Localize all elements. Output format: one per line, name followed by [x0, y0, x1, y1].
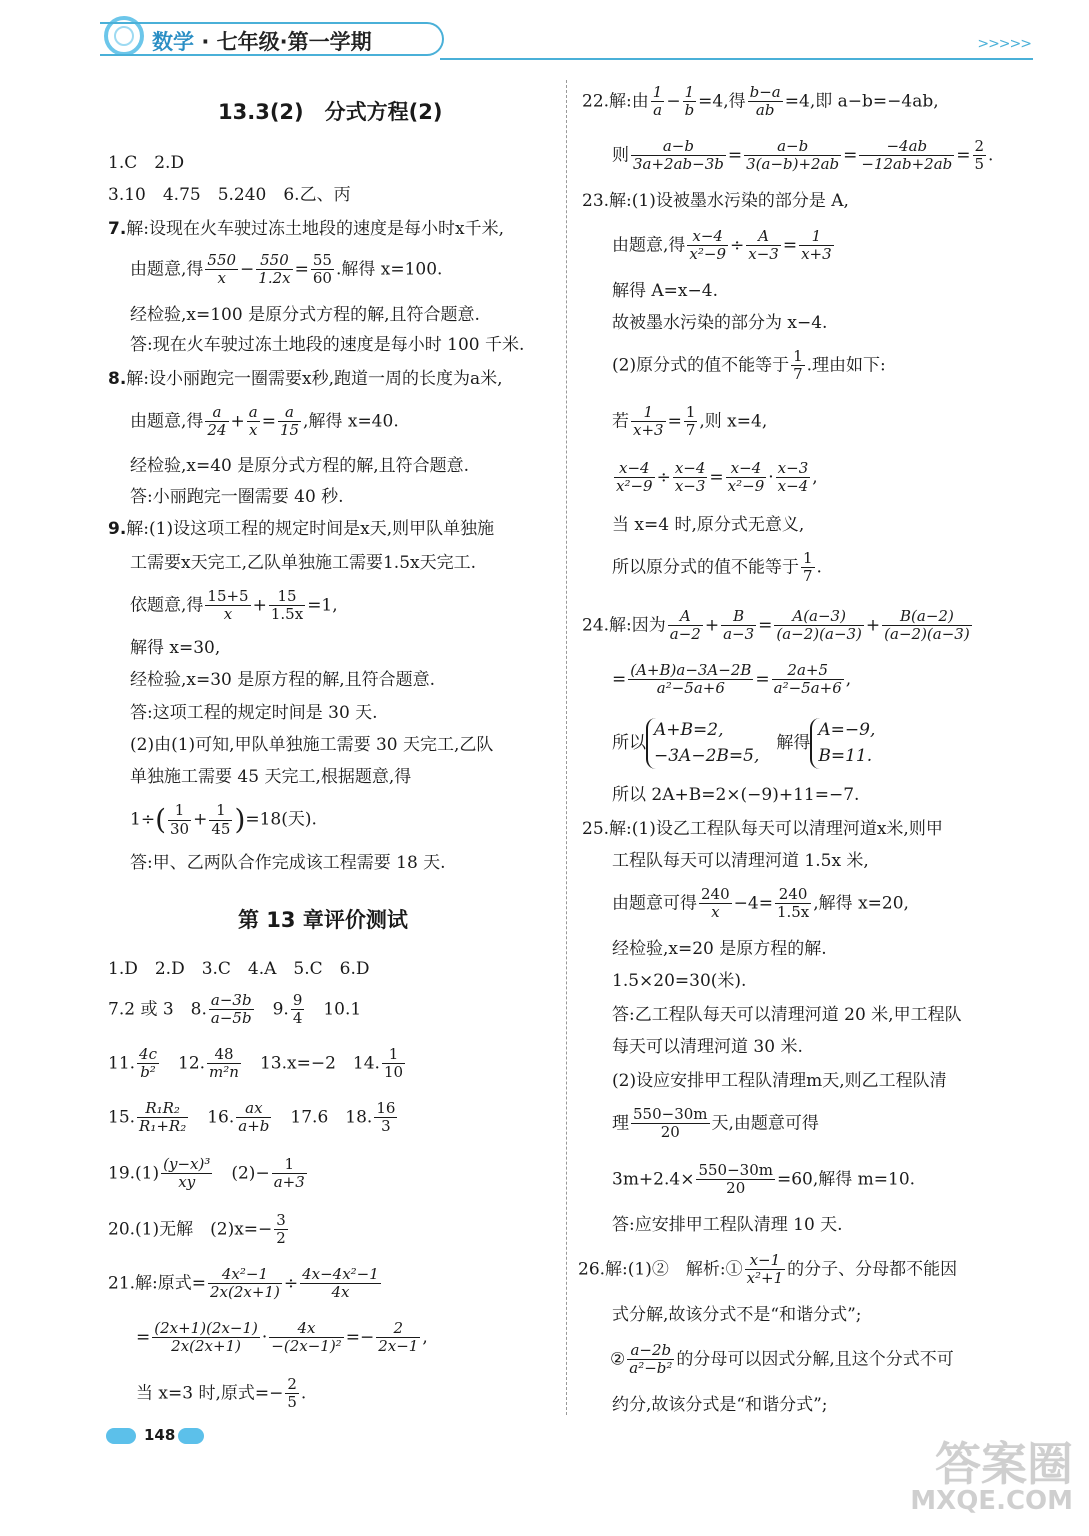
answer-line: 20.(1)无解 (2)x=− $\frac{3}{2}$	[108, 1211, 286, 1248]
q8-line: 答:小丽跑完一圈需要 40 秒.	[130, 487, 344, 507]
q25-line: 1.5×20=30(米).	[612, 971, 747, 991]
answer-line: 3.10 4.75 5.240 6.乙、丙	[108, 185, 351, 205]
q22-line: 则 $\frac{a-b}{3a+2ab-3b}$ = $\frac{a-b}{3(a-b)+2ab}$ = $\frac{-4ab}{-12ab+2ab}$ = $\frac{2}{5}$ .	[612, 137, 994, 174]
q9-equation: 1÷( $\frac{1}{30}$ + $\frac{1}{45}$ )=18(天).	[130, 801, 317, 838]
fraction: $\frac{1}{30}$	[170, 801, 190, 838]
q9-line: 答:这项工程的规定时间是 30 天.	[130, 703, 378, 723]
q25-line: 经检验,x=20 是原方程的解.	[612, 939, 827, 959]
fraction: $\frac{15}{1.5x}$	[270, 587, 304, 624]
answer-line: 19.(1) $\frac{\text{(y−x)³}}{xy}$ (2)− $\frac{1}{a+3}$	[108, 1155, 305, 1192]
text: 由题意,得	[130, 259, 204, 280]
q23-line: 若 $\frac{1}{x+3}$ = $\frac{1}{7}$ ,则 x=4,	[612, 403, 768, 440]
q25-line: 答:乙工程队每天可以清理河道 20 米,甲工程队	[612, 1005, 962, 1025]
q25-line: 工程队每天可以清理河道 1.5x 米,	[612, 851, 869, 871]
q9-line: 9.解:(1)设这项工程的规定时间是x天,则甲队单独施	[108, 519, 495, 539]
section-title-chapter-13: 第 13 章评价测试	[238, 908, 408, 932]
q24-line: 24.解:因为 $\frac{A}{a-2}$ + $\frac{B}{a-3}$ = $\frac{A(a-3)}{(a-2)(a-3)}$ + $\frac{B(a-2)}{(a-2)(a-3)}$	[582, 607, 970, 644]
q-number: 8.	[108, 369, 127, 389]
q21-line: 当 x=3 时,原式=− $\frac{2}{5}$ .	[136, 1375, 307, 1412]
q24-line: 所以 2A+B=2×(−9)+11=−7.	[612, 785, 860, 805]
q21-line: = $\frac{(2x+1)(2x-1)}{2x(2x+1)}$ · $\frac{4x}{\text{−(2x−1)²}}$ =− $\frac{2}{2x-1}$ ,	[136, 1319, 428, 1356]
q23-line: (2)原分式的值不能等于 $\frac{1}{7}$ .理由如下:	[612, 347, 886, 384]
q25-line: 每天可以清理河道 30 米.	[612, 1037, 803, 1057]
q23-line: 由题意,得 $\frac{x-4}{\text{x²−9}}$ ÷ $\frac{A}{x-3}$ = $\frac{1}{x+3}$	[612, 227, 832, 264]
fraction: $\frac{a}{24}$	[207, 403, 227, 440]
q9-line: (2)由(1)可知,甲队单独施工需要 30 天完工,乙队	[130, 735, 494, 755]
section-title-13-3-2: 13.3(2) 分式方程(2)	[218, 100, 443, 124]
page-number-dot-left	[106, 1428, 136, 1444]
q23-line: 解得 A=x−4.	[612, 281, 718, 301]
q23-line: 故被墨水污染的部分为 x−4.	[612, 313, 828, 333]
q8-equation: 由题意,得 $\frac{a}{24}$ + $\frac{a}{x}$ = $\frac{a}{15}$ ,解得 x=40.	[130, 403, 399, 440]
fraction: $\frac{1}{45}$	[211, 801, 231, 838]
text: 解:设现在火车驶过冻土地段的速度是每小时x千米,	[126, 219, 505, 239]
header-grade: 七年级·第一学期	[216, 30, 372, 54]
fraction: $\frac{a}{x}$	[248, 403, 258, 440]
q7-line	[108, 218, 504, 240]
answer-line: 7.2 或 3 8. $\frac{a-3b}{a-5b}$ 9. $\frac{9}{4}$ 10.1	[108, 991, 362, 1028]
page-number-dot-right	[178, 1428, 204, 1444]
q24-line: = $\frac{(A+B)a-3A-2B}{\text{a²−5a+6}}$ = $\frac{2a+5}{\text{a²−5a+6}}$ ,	[612, 661, 852, 698]
q25-line: 25.解:(1)设乙工程队每天可以清理河道x米,则甲	[582, 819, 943, 839]
page-number: 148	[144, 1426, 176, 1444]
q26-line: 26.解:(1)② 解析:① $\frac{x-1}{\text{x²+1}}$ 的分子、分母都不能因	[578, 1251, 958, 1288]
fraction: $\frac{550}{x}$	[207, 251, 237, 288]
q23-line: 所以原分式的值不能等于 $\frac{1}{7}$ .	[612, 549, 822, 586]
q25-line: (2)设应安排甲工程队清理m天,则乙工程队清	[612, 1071, 947, 1091]
fraction: $\frac{a}{15}$	[279, 403, 300, 440]
header-subject: 数学	[152, 30, 194, 54]
q7-line: 答:现在火车驶过冻土地段的速度是每小时 100 千米.	[130, 335, 525, 355]
q24-system: 所以A+B=2, −3A−2B=5, 解得A=−9, B=11.	[612, 718, 875, 769]
answer-line: 15. $\frac{\text{R₁R₂}}{\text{R₁+R₂}}$ 16. $\frac{ax}{a+b}$ 17.6 18. $\frac{16}{3}$	[108, 1099, 396, 1136]
q8-line: 经检验,x=40 是原分式方程的解,且符合题意.	[130, 456, 470, 476]
q25-line: 3m+2.4× $\frac{550-30m}{20}$ =60,解得 m=10.	[612, 1161, 916, 1198]
q25-line: 答:应安排甲工程队清理 10 天.	[612, 1215, 843, 1235]
q9-line: 解得 x=30,	[130, 638, 221, 658]
watermark-domain: MXQE.COM	[910, 1486, 1073, 1516]
fraction: $\frac{550}{1.2x}$	[258, 251, 291, 288]
q25-line: 理 $\frac{550-30m}{20}$ 天,由题意可得	[612, 1105, 819, 1142]
q9-equation: 依题意,得 $\frac{15+5}{x}$ + $\frac{15}{1.5x}$ =1,	[130, 587, 338, 624]
q9-line: 答:甲、乙两队合作完成该工程需要 18 天.	[130, 853, 446, 873]
q-number: 9.	[108, 519, 127, 539]
fraction: $\frac{15+5}{x}$	[207, 587, 249, 624]
q21-line: 21.解:原式= $\frac{\text{4x²−1}}{2x(2x+1)}$ ÷ $\frac{\text{4x−4x²−1}}{4x}$	[108, 1265, 379, 1302]
header-sep: ·	[201, 30, 210, 54]
column-divider	[566, 80, 567, 1415]
q25-line: 由题意可得 $\frac{240}{x}$ −4= $\frac{240}{1.5x}$ ,解得 x=20,	[612, 885, 909, 922]
q-number: 7.	[108, 219, 127, 239]
q7-equation: 由题意,得 $\frac{550}{x}$ − $\frac{550}{1.2x}$ = $\frac{55}{60}$ .解得 x=100.	[130, 251, 443, 288]
answer-line: 1.C 2.D	[108, 153, 185, 173]
q9-line: 工需要x天完工,乙队单独施工需要1.5x天完工.	[130, 553, 477, 573]
q26-line: ② $\frac{a-2b}{\text{a²−b²}}$ 的分母可以因式分解,且这个分式不可	[610, 1341, 954, 1378]
q26-line: 约分,故该分式是“和谐分式”;	[612, 1395, 828, 1415]
answer-line: 11. $\frac{4c}{\text{b²}}$ 12. $\frac{48}{\text{m²n}}$ 13.x=−2 14. $\frac{1}{10}$	[108, 1045, 404, 1082]
q23-line: $\frac{x-4}{\text{x²−9}}$ ÷ $\frac{x-4}{x-3}$ = $\frac{x-4}{\text{x²−9}}$ · $\frac{x-3}{x-4}$ ,	[616, 459, 818, 496]
fraction: $\frac{55}{60}$	[312, 251, 332, 288]
q23-line: 23.解:(1)设被墨水污染的部分是 A,	[582, 191, 849, 211]
text: .解得 x=100.	[335, 259, 443, 280]
q22-line: 22.解:由 $\frac{1}{a}$ − $\frac{1}{b}$ =4,得 $\frac{b-a}{ab}$ =4,即 a−b=−4ab,	[582, 83, 939, 120]
q26-line: 式分解,故该分式不是“和谐分式”;	[612, 1305, 862, 1325]
header-rule	[440, 58, 1033, 60]
q8-line	[108, 368, 503, 390]
q7-line: 经检验,x=100 是原分式方程的解,且符合题意.	[130, 305, 480, 325]
q9-line: 经检验,x=30 是原方程的解,且符合题意.	[130, 670, 436, 690]
watermark	[907, 1428, 1077, 1528]
q9-line: 单独施工需要 45 天完工,根据题意,得	[130, 767, 412, 787]
answer-line: 1.D 2.D 3.C 4.A 5.C 6.D	[108, 959, 370, 979]
header-title	[152, 26, 372, 56]
text: 解:设小丽跑完一圈需要x秒,跑道一周的长度为a米,	[126, 369, 503, 389]
header-arrows: >>>>>	[977, 36, 1031, 52]
q23-line: 当 x=4 时,原分式无意义,	[612, 515, 805, 535]
watermark-logo-text: 答案圈	[935, 1437, 1073, 1491]
